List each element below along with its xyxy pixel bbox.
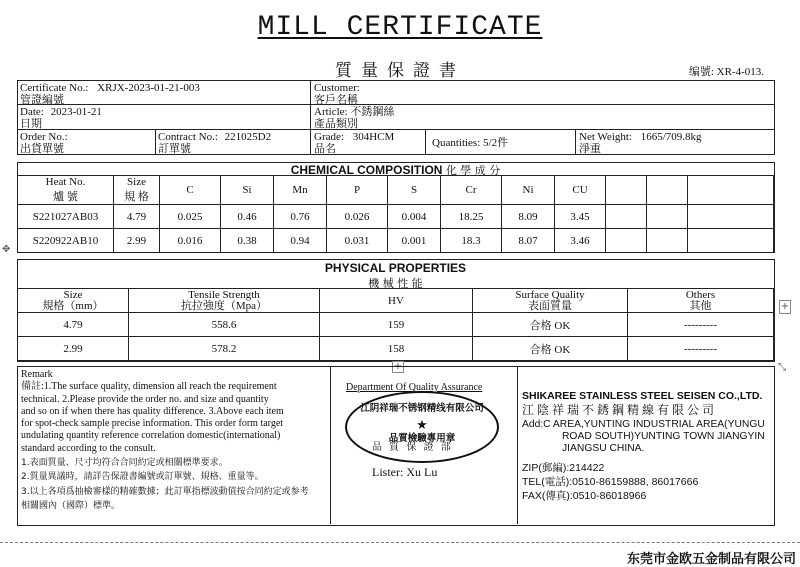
cell-p: 0.031: [327, 229, 388, 253]
cell-cr: 18.25: [441, 205, 502, 229]
cell-si: 0.46: [221, 205, 274, 229]
remark-line: 1.表面質量、尺寸均符合合同約定或相關標準要求。: [21, 458, 228, 469]
address-line: JIANGSU CHINA.: [562, 443, 645, 454]
order-field: [20, 131, 68, 155]
address-line: Add:C AREA,YUNTING INDUSTRIAL AREA(YUNGU: [522, 419, 765, 430]
remark-line: 相關國內（國際）標準。: [21, 500, 121, 511]
zip-code: ZIP(郵編):214422: [522, 462, 605, 474]
customer-cn: 客戶名稱: [314, 94, 358, 106]
document-number: 编號: XR-4-013.: [688, 66, 764, 78]
cell-cu: 3.45: [555, 205, 606, 229]
page-break-line: [0, 542, 800, 543]
address-line: ROAD SOUTH)YUNTING TOWN JIANGYIN: [562, 431, 765, 442]
cell-ni: 8.09: [502, 205, 555, 229]
cell-si: 0.38: [221, 229, 274, 253]
move-handle-icon[interactable]: ✥: [2, 244, 11, 255]
customer-field: [314, 82, 360, 106]
header-cr: Cr: [441, 176, 502, 205]
resize-handle-icon[interactable]: +: [780, 301, 790, 312]
cell-cu: 3.46: [555, 229, 606, 253]
cell-c: 0.016: [160, 229, 221, 253]
header-surface: Surface Quality 表面質量: [473, 289, 628, 313]
net-weight-value: 1665/709.8kg: [640, 131, 702, 143]
cert-no-label: Certificate No.:: [20, 82, 89, 94]
header-si: Si: [221, 176, 274, 205]
cell-others: ---------: [628, 313, 774, 337]
remark-line: technical. 2.Please provide the order no. and size and quantity: [21, 393, 269, 405]
cell-hv: 158: [320, 337, 473, 361]
qa-department-cn: 品 質 保 證 部: [372, 442, 453, 453]
header-cu: CU: [555, 176, 606, 205]
header-ni: Ni: [502, 176, 555, 205]
net-weight-label: Net Weight:: [579, 131, 632, 143]
cell-ni: 8.07: [502, 229, 555, 253]
remark-line: for spot-check sample precise information. This order form target: [21, 418, 284, 430]
physical-outline: [17, 259, 775, 362]
remark-line: and so on if when there has quality difference. 3.Above each item: [21, 405, 284, 417]
header-tensile: Tensile Strength 抗拉強度（Mpa）: [129, 289, 320, 313]
certificate-title: MILL CERTIFICATE: [257, 12, 543, 43]
contract-field: [158, 131, 271, 155]
chemical-title-cn: 化 學 成 分: [445, 164, 501, 177]
cell-surface: 合格 OK: [473, 337, 628, 361]
resize-corner-icon[interactable]: ⤡: [778, 362, 786, 373]
date-cn: 日期: [20, 118, 42, 130]
company-address: [522, 419, 765, 455]
cell-s: 0.001: [388, 229, 441, 253]
contract-value: 221025D2: [224, 131, 272, 143]
cell-heat-no: S221027AB03: [18, 205, 114, 229]
add-row-icon[interactable]: +: [393, 361, 403, 372]
remark-line: 3.以上各項爲抽檢審樣的精確數據；此訂單指標波動值按合同約定或参考: [21, 486, 309, 497]
header-size: Size 規格（mm）: [18, 289, 129, 313]
cell-c: 0.025: [160, 205, 221, 229]
chemical-title-en: CHEMICAL COMPOSITION: [290, 163, 443, 177]
net-weight-cn: 淨重: [579, 143, 601, 155]
cert-no-cn: 管證編號: [20, 94, 64, 106]
net-weight-field: [579, 131, 702, 155]
company-name-cn: 江 陰 祥 瑞 不 銹 鋼 精 線 有 限 公 司: [522, 403, 715, 417]
cell-s: 0.004: [388, 205, 441, 229]
grade-field: [314, 131, 394, 155]
order-label: Order No.:: [20, 131, 68, 143]
footer-company: 东莞市金欧五金制品有限公司: [626, 552, 796, 567]
contract-label: Contract No.:: [158, 131, 218, 143]
remarks-title: Remark: [21, 369, 53, 380]
stamp-star-icon: ★: [416, 417, 428, 432]
quantities-label: Quantities:: [432, 137, 481, 149]
article-value: 不銹鋼絲: [350, 106, 395, 118]
article-cn: 產品類別: [314, 118, 358, 130]
qa-department-label: Department Of Quality Assurance: [346, 382, 483, 393]
cell-tensile: 578.2: [129, 337, 320, 361]
cell-tensile: 558.6: [129, 313, 320, 337]
stamp-company: 江阴祥瑞不锈钢精线有限公司: [360, 403, 484, 414]
customer-label: Customer:: [314, 82, 360, 94]
cell-surface: 合格 OK: [473, 313, 628, 337]
order-cn: 出貨單號: [20, 143, 64, 155]
remark-line: standard according to the consult.: [21, 442, 156, 454]
header-mn: Mn: [274, 176, 327, 205]
physical-title-cn: 機 械 性 能: [368, 277, 423, 290]
company-contacts: [522, 461, 698, 503]
header-others: Others 其他: [628, 289, 774, 313]
header-size: Size 規 格: [114, 176, 160, 205]
header-hv: HV: [320, 289, 473, 313]
telephone: TEL(電話):0510-86159888, 86017666: [522, 476, 699, 488]
grade-label: Grade:: [314, 131, 344, 143]
article-field: [314, 106, 394, 130]
grade-cn: 品名: [314, 143, 336, 155]
quantities-field: [432, 137, 508, 149]
remark-line: 2.質量異議時，請詳告保證書編號或訂單號、規格、重量等。: [21, 472, 264, 483]
header-p: P: [327, 176, 388, 205]
cert-no-value: XRJX-2023-01-21-003: [97, 82, 200, 94]
cell-others: ---------: [628, 337, 774, 361]
cell-hv: 159: [320, 313, 473, 337]
cell-cr: 18.3: [441, 229, 502, 253]
header-heat-no: Heat No. 爐 號: [18, 176, 114, 205]
cell-size: 4.79: [18, 313, 129, 337]
quantities-value: 5/2件: [483, 137, 509, 149]
date-value: 2023-01-21: [50, 106, 102, 118]
contract-cn: 訂單號: [158, 143, 191, 155]
remarks-block: [21, 369, 309, 512]
cell-p: 0.026: [327, 205, 388, 229]
remark-line: undulating quantity reference correlation domestic(international): [21, 430, 281, 442]
cell-mn: 0.76: [274, 205, 327, 229]
cell-size: 4.79: [114, 205, 160, 229]
cell-mn: 0.94: [274, 229, 327, 253]
certificate-subtitle: 質量保證書: [335, 61, 465, 80]
stamp-bottom-text: 品質檢驗專用章: [388, 433, 456, 444]
cell-size: 2.99: [18, 337, 129, 361]
header-c: C: [160, 176, 221, 205]
fax: FAX(傳真):0510-86018966: [522, 490, 647, 502]
remark-line: 備註:1.The surface quality, dimension all reach the requirement: [21, 381, 277, 393]
date-field: [20, 106, 102, 130]
cell-heat-no: S220922AB10: [18, 229, 114, 253]
chemical-outline: [17, 162, 775, 253]
grade-value: 304HCM: [352, 131, 395, 143]
header-s: S: [388, 176, 441, 205]
cell-size: 2.99: [114, 229, 160, 253]
date-label: Date:: [20, 106, 44, 118]
physical-title-en: PHYSICAL PROPERTIES: [324, 261, 467, 275]
company-name-en: SHIKAREE STAINLESS STEEL SEISEN CO.,LTD.: [522, 390, 763, 402]
article-label: Article:: [314, 106, 348, 118]
lister-signature: Lister: Xu Lu: [372, 465, 438, 479]
cert-no-field: [20, 82, 200, 106]
